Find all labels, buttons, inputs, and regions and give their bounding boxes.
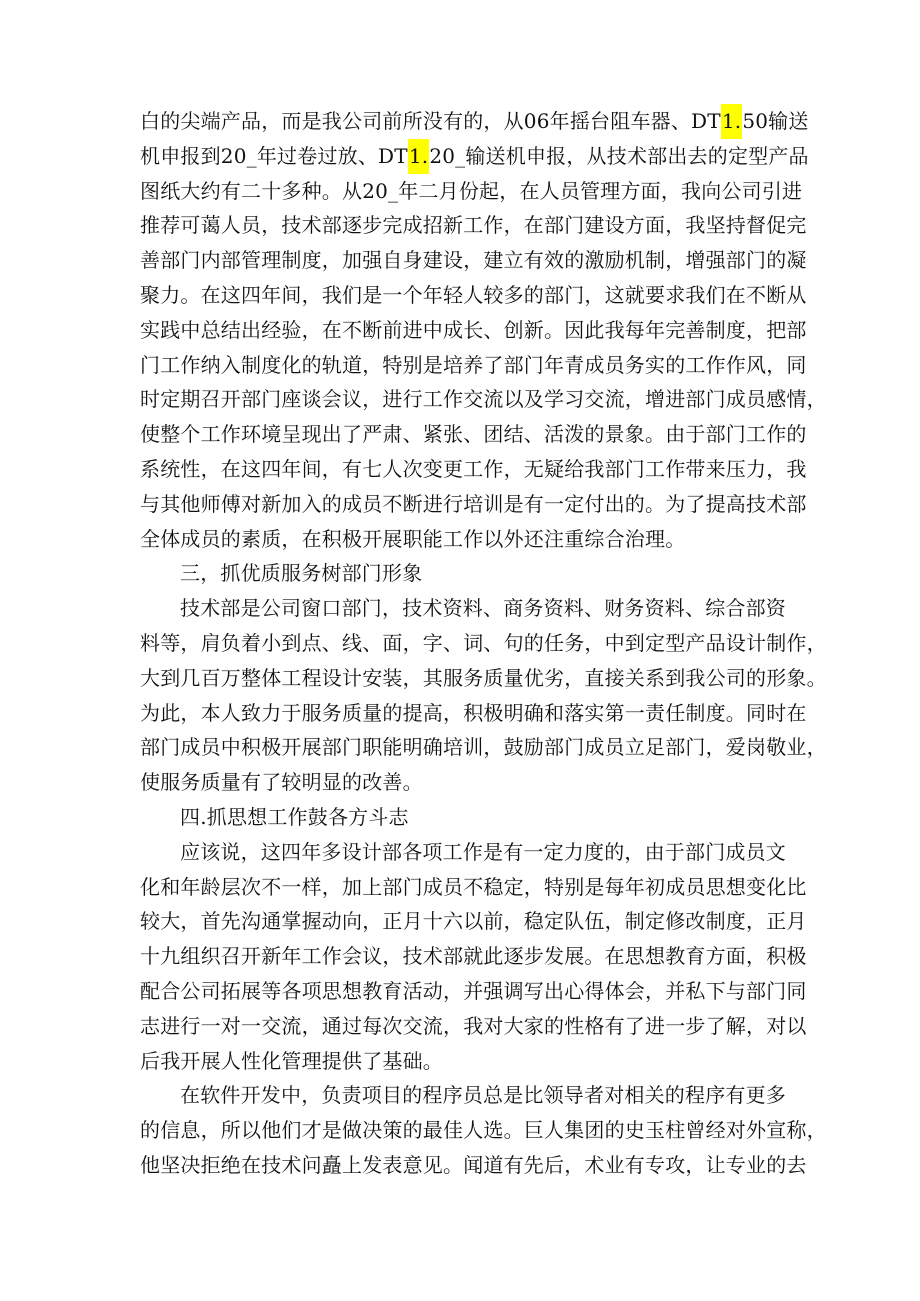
text-segment: 20_输送机申报，从技术部出去的定型产品: [429, 143, 809, 168]
text-line: 与其他师傅对新加入的成员不断进行培训是有一定付出的。为了提高技术部: [140, 491, 807, 516]
text-line: 化和年龄层次不一样，加上部门成员不稳定，特别是每年初成员思想变化比: [140, 874, 807, 899]
text-line: 使服务质量有了较明显的改善。: [140, 770, 423, 795]
text-line: 较大，首先沟通掌握动向，正月十六以前，稳定队伍，制定修改制度，正月: [140, 909, 807, 934]
text-line: [140, 104, 809, 139]
text-line: 在软件开发中，负责项目的程序员总是比领导者对相关的程序有更多: [180, 1083, 786, 1108]
text-line: 大到几百万整体工程设计安装，其服务质量优劣，直接关系到我公司的形象。: [140, 665, 827, 690]
section-heading: 三，抓优质服务树部门形象: [180, 561, 423, 586]
text-line: 应该说，这四年多设计部各项工作是有一定力度的，由于部门成员文: [180, 839, 786, 864]
text-line: 实践中总结出经验，在不断前进中成长、创新。因此我每年完善制度，把部: [140, 317, 807, 342]
text-line: [140, 139, 809, 174]
text-line: 配合公司拓展等各项思想教育活动，并强调写出心得体会，并私下与部门同: [140, 978, 807, 1003]
text-line: 使整个工作环境呈现出了严肃、紧张、团结、活泼的景象。由于部门工作的: [140, 422, 807, 447]
text-line: 后我开展人性化管理提供了基础。: [140, 1048, 443, 1073]
text-line: 料等，肩负着小到点、线、面，字、词、句的任务，中到定型产品设计制作，: [140, 630, 827, 655]
text-line: 为此，本人致力于服务质量的提高，积极明确和落实第一责任制度。同时在: [140, 700, 807, 725]
text-line: 善部门内部管理制度，加强自身建设，建立有效的激励机制，增强部门的凝: [140, 248, 807, 273]
text-line: 全体成员的素质，在积极开展职能工作以外还注重综合治理。: [140, 526, 686, 551]
text-segment: 50输送: [742, 109, 809, 133]
highlighted-text: 1.: [721, 104, 742, 139]
text-line: 时定期召开部门座谈会议，进行工作交流以及学习交流，增进部门成员感情，: [140, 387, 827, 412]
text-line: 聚力。在这四年间，我们是一个年轻人较多的部门，这就要求我们在不断从: [140, 282, 807, 307]
text-segment: 白的尖端产品，而是我公司前所没有的，从06年摇台阻车器、DT: [140, 109, 721, 133]
text-line: 部门成员中积极开展部门职能明确培训，鼓励部门成员立足部门，爱岗敬业，: [140, 735, 827, 760]
text-line: 十九组织召开新年工作会议，技术部就此逐步发展。在思想教育方面，积极: [140, 944, 807, 969]
text-line: 门工作纳入制度化的轨道，特别是培养了部门年青成员务实的工作作风，同: [140, 352, 807, 377]
section-heading: 四.抓思想工作鼓各方斗志: [180, 804, 409, 829]
text-line: 推荐可蔼人员，技术部逐步完成招新工作，在部门建设方面，我坚持督促完: [140, 213, 807, 238]
text-line: 志进行一对一交流，通过每次交流，我对大家的性格有了进一步了解，对以: [140, 1013, 807, 1038]
text-line: 系统性，在这四年间，有七人次变更工作，无疑给我部门工作带来压力，我: [140, 456, 807, 481]
text-line: 图纸大约有二十多种。从20_年二月份起，在人员管理方面，我向公司引进: [140, 178, 803, 203]
document-body: [140, 104, 827, 1183]
highlighted-text: 1.: [408, 139, 429, 174]
text-segment: 机申报到20_年过卷过放、DT: [140, 143, 408, 168]
text-line: 技术部是公司窗口部门，技术资料、商务资料、财务资料、综合部资: [180, 596, 786, 621]
text-line: 他坚决拒绝在技术问矗上发表意见。闻道有先后，术业有专攻，让专业的去: [140, 1152, 807, 1177]
text-line: 的信息，所以他们才是做决策的最佳人选。巨人集团的史玉柱曾经对外宣称，: [140, 1118, 827, 1143]
